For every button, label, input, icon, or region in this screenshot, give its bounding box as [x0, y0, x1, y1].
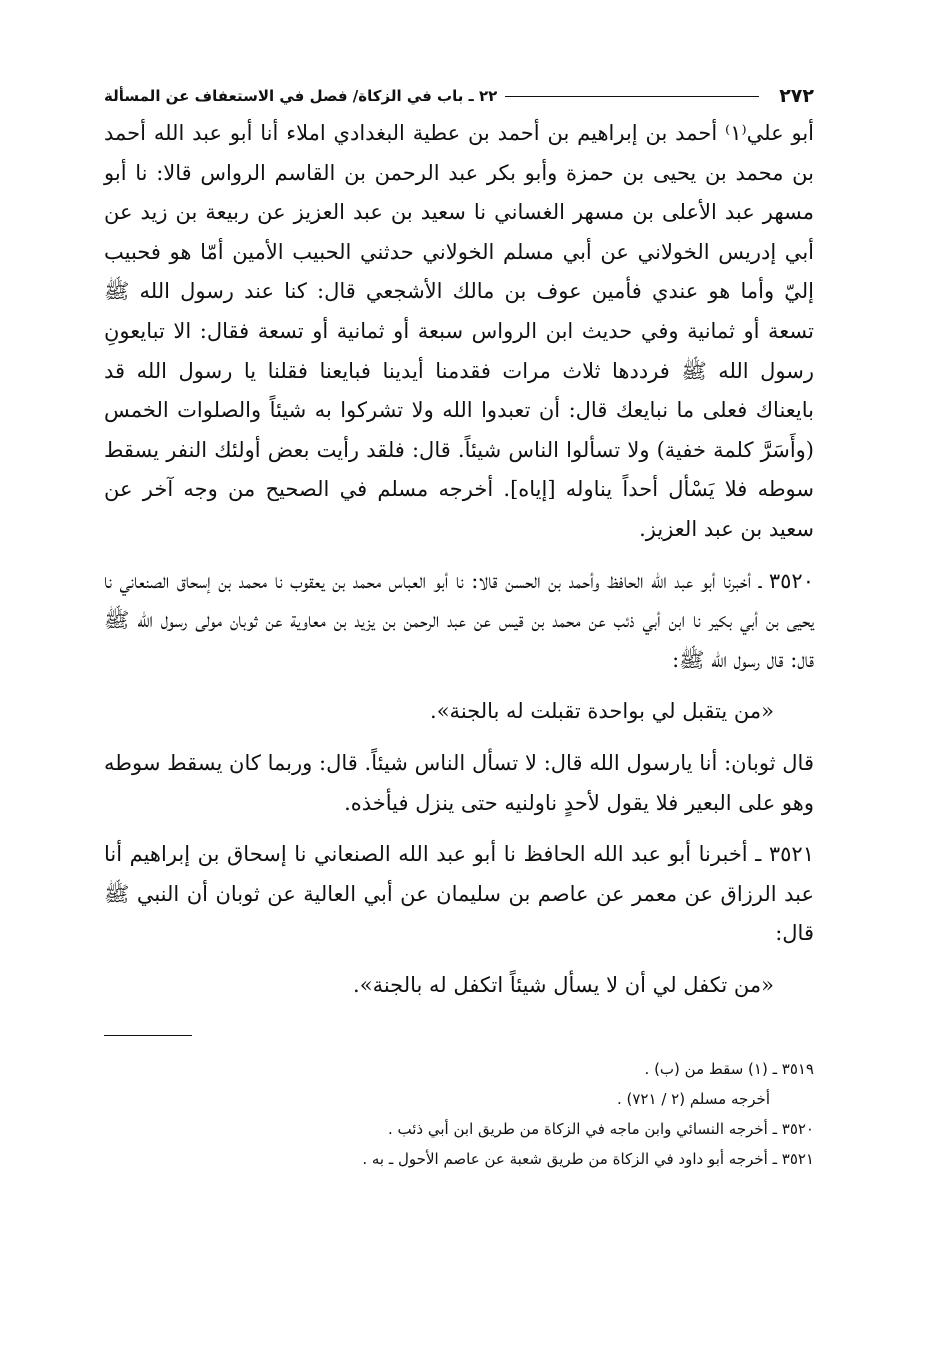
- paragraph-continuation: أبو علي⁽١⁾ أحمد بن إبراهيم بن أحمد بن عطية البغدادي املاء أنا أبو عبد الله أحمد بن محمد بن يحيى بن حمزة وأبو بكر عبد الرحمن بن القاسم الرواس قالا: نا أبو مسهر عبد الأعلى بن مسهر الغساني نا سعيد بن عبد العزيز عن ربيعة بن زيد عن أبي إدريس الخولاني عن أبي مسلم الخولاني حدثني الحبيب الأمين أمّا هو فحبيب إليّ وأما هو عندي فأمين عوف بن مالك الأشجعي قال: كنا عند رسول الله ﷺ تسعة أو ثمانية وفي حديث ابن الرواس سبعة أو ثمانية أو تسعة فقال: الا تبايعونِ رسول الله ﷺ فرددها ثلاث مرات فقدمنا أيدينا فبايعنا فقلنا يا رسول الله قد بايعناك فعلى ما نبايعك قال: أن تعبدوا الله ولا تشركوا به شيئاً والصلوات الخمس (وأَسَرَّ كلمة خفية) ولا تسألوا الناس شيئاً. قال: فلقد رأيت بعض أولئك النفر يسقط سوطه فلا يَسْأل أحداً يناوله [إياه]. أخرجه مسلم في الصحيح من وجه آخر عن سعيد بن عبد العزيز.: [104, 121, 814, 541]
- footnotes: [104, 1054, 814, 1174]
- footnote-item: ٣٥٢١ ـ أخرجه أبو داود في الزكاة من طريق شعبة عن عاصم الأحول ـ به .: [362, 1150, 814, 1169]
- hadith-quote: «من يتقبل لي بواحدة تقبلت له بالجنة».: [430, 699, 774, 724]
- header-rule: [505, 96, 759, 97]
- footnote-item: ٣٥١٩ ـ (١) سقط من (ب) .: [644, 1060, 814, 1079]
- page-number: ٢٧٢: [779, 85, 814, 107]
- main-text: [104, 114, 814, 1005]
- footnote-separator: [104, 1035, 192, 1036]
- paragraph-thawban: قال ثوبان: أنا يارسول الله قال: لا تسأل الناس شيئاً. قال: وربما كان يسقط سوطه وهو على البعير فلا يقول لأحدٍ ناولنيه حتى ينزل فيأخذه.: [104, 750, 814, 815]
- paragraph-hadith-3520: ٣٥٢٠ ـ أخبرنا أبو عبد الله الحافظ وأحمد بن الحسن قالا: نا أبو العباس محمد بن يعقوب نا محمد بن إسحاق الصنعاني نا يحيى بن أبي بكير نا ابن أبي ذئب عن محمد بن قيس عن عبد الرحمن بن يزيد بن معاوية عن ثوبان مولى رسول الله ﷺ قال: قال رسول الله ﷺ:: [104, 568, 814, 672]
- footnote-item: أخرجه مسلم (٢ / ٧٢١) .: [616, 1090, 770, 1109]
- hadith-quote: «من تكفل لي أن لا يسأل شيئاً اتكفل له بالجنة».: [353, 972, 774, 997]
- book-page: [104, 78, 814, 1174]
- paragraph-hadith-3521: ٣٥٢١ ـ أخبرنا أبو عبد الله الحافظ نا أبو عبد الله الصنعاني نا إسحاق بن إبراهيم أنا عبد الرزاق عن معمر عن عاصم بن سليمان عن أبي العالية عن ثوبان أن النبي ﷺ قال:: [104, 842, 814, 946]
- page-header: [104, 78, 814, 114]
- footnote-item: ٣٥٢٠ ـ أخرجه النسائي وابن ماجه في الزكاة من طريق ابن أبي ذئب .: [387, 1120, 814, 1139]
- running-title: ٢٢ ـ باب في الزكاة/ فصل في الاستعفاف عن المسألة: [104, 87, 498, 105]
